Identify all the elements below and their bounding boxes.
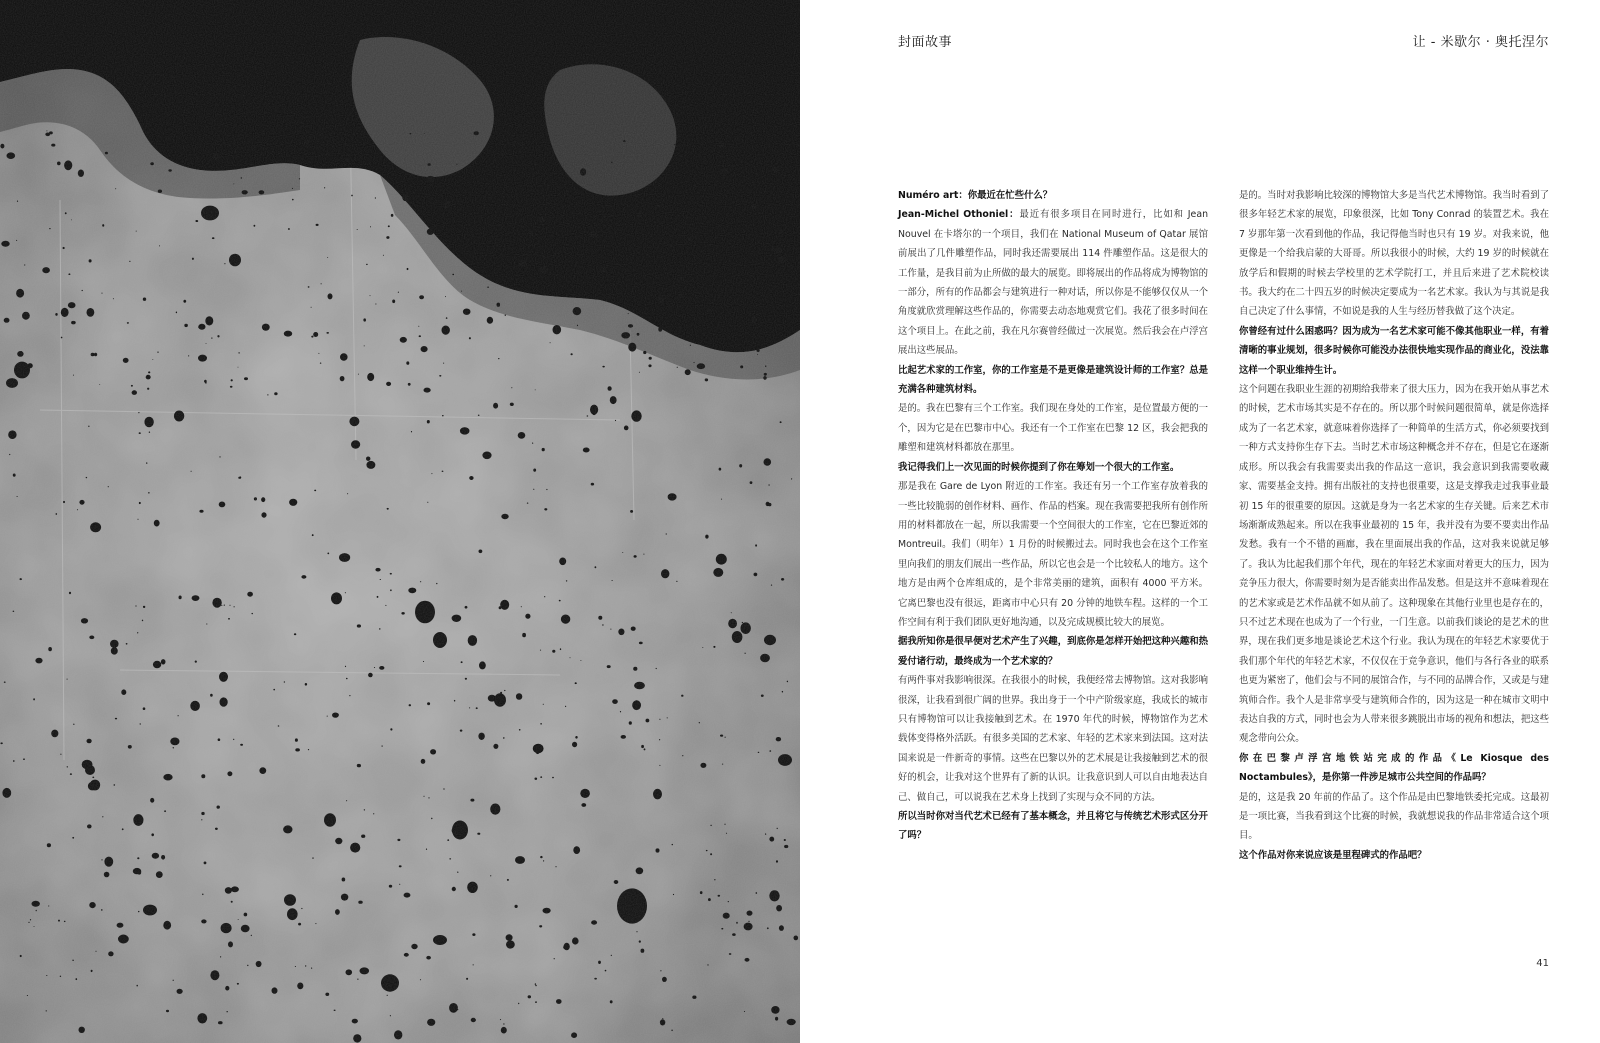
interview-question: 你在巴黎卢浮宫地铁站完成的作品《Le Kiosque des Noctambules》，是你第一件涉足城市公共空间的作品吗？ bbox=[1239, 752, 1549, 784]
interview-question: 据我所知你是很早便对艺术产生了兴趣，到底你是怎样开始把这种兴趣和热爱付诸行动，最终成为一个艺术家的？ bbox=[898, 636, 1208, 667]
page-number: 41 bbox=[1536, 958, 1549, 969]
interview-question: 比起艺术家的工作室，你的工作室是不是更像是建筑设计师的工作室？总是充满各种建筑材料。 bbox=[898, 364, 1208, 396]
interview-answer: 那是我在 Gare de Lyon 附近的工作室。我还有另一个工作室存放着我的一些比较脆弱的创作材料、画作、作品的档案。现在我需要把我所有创作所用的材料都放在一起，所以我需要一个空间很大的工作室，它在巴黎近郊的 Montreuil。我们（明年）1 月份的时候搬过去。同时我也会在这个工作室里向我们的朋友们展出一些作品，所以它也会是一个比较私人的地方。这个地方是由两个仓库组成的，是个非常美丽的建筑，面积有 4000 平方米。它离巴黎也没有很远，距离市中心只有 20 分钟的地铁车程。这样的一个工作空间有利于我们团队更好地沟通，以及完成规模比较大的展览。 bbox=[898, 481, 1208, 628]
interview-answer bbox=[898, 205, 1208, 360]
interview-answer: 这个问题在我职业生涯的初期给我带来了很大压力，因为在我开始从事艺术的时候，艺术市场其实是不存在的。所以那个时候问题很简单，就是你选择成为了一名艺术家，就意味着你选择了一种简单的生活方式，你必须要找到一种方式支持你生存下去。当时艺术市场这种概念并不存在，但是它在逐渐成形。所以我会有我需要卖出我的作品这一意识，我会意识到我需要收藏家、需要基金支持。拥有出版社的支持也很重要，这是支撑我走过我事业最初 15 年的很重要的原因。这就是身为一名艺术家的生存关键。后来艺术市场渐渐成熟起来。所以在我事业最初的 15 年，我并没有为要不要卖出作品发愁。我有一个不错的画廊，我在里面展出我的作品，这对我来说就足够了。我认为比起我们那个年代，现在的年轻艺术家面对着更大的压力，因为竞争压力很大，你需要时刻为是否能卖出作品发愁。但是这并不意味着现在的艺术家或是艺术作品就不如从前了。这种现象在其他行业里也是存在的，只不过艺术现在也成为了一个行业，一门生意。以前我们谈论的是艺术的世界，现在我们更多地是谈论艺术这个行业。我认为现在的年轻艺术家要优于我们那个年代的年轻艺术家，不仅仅在于竞争意识，他们与各行各业的联系也更为紧密了，他们会与不同的展馆合作，与不同的品牌合作，又或是与建筑师合作。我个人是非常享受与建筑师合作的，因为这是一种在城市文明中表达自我的方式，同时也会为人带来很多跳脱出市场的视角和想法，把这些观念带向公众。 bbox=[1239, 384, 1549, 745]
interview-question: 你曾经有过什么困惑吗？因为成为一名艺术家可能不像其他职业一样，有着清晰的事业规划，很多时候你可能没办法很快地实现作品的商业化，没法靠这样一个职业维持生计。 bbox=[1239, 325, 1549, 376]
interview-question: 所以当时你对当代艺术已经有了基本概念，并且将它与传统艺术形式区分开了吗？ bbox=[898, 811, 1208, 842]
interview-question: 这个作品对你来说应该是里程碑式的作品吧？ bbox=[1239, 849, 1427, 861]
interview-answer: 是的。当时对我影响比较深的博物馆大多是当代艺术博物馆。我当时看到了很多年轻艺术家的展览，印象很深，比如 Tony Conrad 的装置艺术。我在 7 岁那年第一次看到他的作品，我记得他当时也只有 19 岁。对我来说，他更像是一个给我启蒙的大哥哥。所以我很小的时候，大约 19 岁的时候就在放学后和假期的时候去学校里的艺术学院打工，并且后来进了艺术院校读书。我大约在二十四五岁的时候决定要成为一名艺术家。我认为与其说是我自己决定了什么事情，不如说是我的人生与经历替我做了这个决定。 bbox=[1239, 190, 1549, 318]
interview-question: Numéro art：你最近在忙些什么？ bbox=[898, 190, 1053, 201]
subject-header: 让 - 米歇尔 · 奥托涅尔 bbox=[1412, 35, 1549, 50]
speaker-name: Jean-Michel Othoniel： bbox=[898, 209, 1020, 221]
interview-answer: 是的，这是我 20 年前的作品了。这个作品是由巴黎地铁委托完成。这最初是一项比赛，当我看到这个比赛的时候，我就想说我的作品非常适合这个项目。 bbox=[1239, 791, 1549, 842]
answer-text: 最近有很多项目在同时进行，比如和 Jean Nouvel 在卡塔尔的一个项目，我们在 National Museum of Qatar 展馆前展出了几件雕塑作品，同时我还需要展出 114 件雕塑作品。这是很大的工作量，是我目前为止所做的最大的展览。即将展出的作品将成为博物馆的一部分，所有的作品都会与建筑进行一种对话，所以你是不能够仅仅从一个角度就欣赏理解这些作品的，你需要去动态地观赏它们。我花了很多时间在这个项目上。在此之前，我在凡尔赛曾经做过一次展览。然后我会在卢浮宫展出这些展品。 bbox=[898, 209, 1209, 357]
interview-answer: 是的。我在巴黎有三个工作室。我们现在身处的工作室，是位置最方便的一个，因为它是在巴黎市中心。我还有一个工作室在巴黎 12 区，我会把我的雕塑和建筑材料都放在那里。 bbox=[898, 403, 1208, 454]
interview-answer: 有两件事对我影响很深。在我很小的时候，我便经常去博物馆。这对我影响很深，让我看到很广阔的世界。我出身于一个中产阶级家庭，我成长的城市只有博物馆可以让我接触到艺术。在 1970 年代的时候，博物馆作为艺术载体变得格外活跃。有很多美国的艺术家、年轻的艺术家来到法国。这对法国来说是一件新奇的事情。这些在巴黎以外的艺术展是让我接触到艺术的很好的机会，让我对这个世界有了新的认识。让我意识到人可以自由地表达自己、做自己，可以说我在艺术身上找到了实现与众不同的方法。 bbox=[898, 675, 1208, 803]
section-header: 封面故事 bbox=[898, 35, 953, 50]
interview-question: 我记得我们上一次见面的时候你提到了你在筹划一个很大的工作室。 bbox=[898, 461, 1180, 473]
text-column-left bbox=[898, 186, 1208, 846]
text-column-right bbox=[1239, 186, 1549, 865]
article-page bbox=[800, 0, 1600, 1043]
